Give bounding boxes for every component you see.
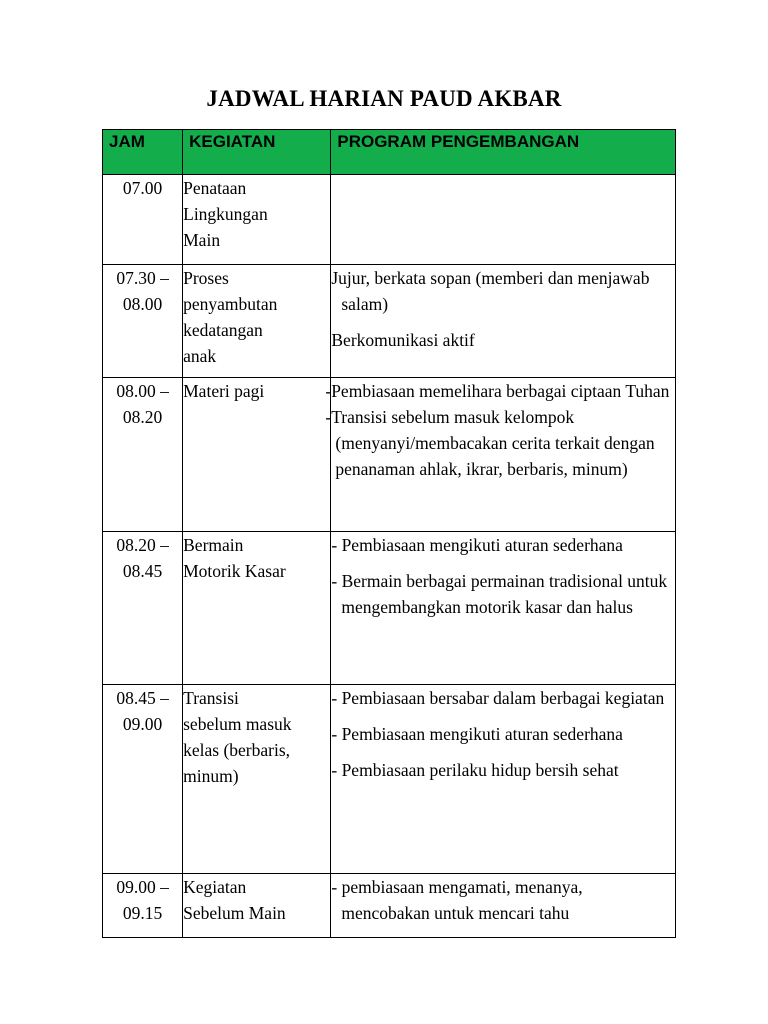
jam-cell	[103, 378, 183, 532]
table-row	[103, 532, 676, 685]
table-row	[103, 175, 676, 265]
jam-cell	[103, 532, 183, 685]
jam-text: 09.00	[122, 714, 163, 734]
kegiatan-text: Penataan	[183, 178, 247, 198]
kegiatan-cell	[183, 685, 331, 874]
kegiatan-text: anak	[183, 346, 217, 366]
program-item: -Transisi sebelum masuk kelompok (menyanyi/membacakan cerita terkait dengan penanaman ahlak, ikrar, berbaris, minum)	[325, 407, 655, 479]
kegiatan-text: Main	[183, 230, 221, 250]
program-cell	[331, 685, 676, 874]
program-item: Berkomunikasi aktif	[331, 330, 475, 350]
jam-text: 08.00 –	[116, 381, 169, 401]
kegiatan-text: sebelum masuk	[183, 714, 292, 734]
schedule-table	[102, 129, 676, 938]
table-row	[103, 874, 676, 938]
kegiatan-text: kelas (berbaris,	[183, 740, 291, 760]
kegiatan-text: penyambutan	[183, 294, 278, 314]
kegiatan-cell	[183, 532, 331, 685]
jam-cell	[103, 265, 183, 378]
kegiatan-text: Kegiatan	[183, 877, 247, 897]
header-jam: JAM	[103, 130, 183, 175]
kegiatan-text: Lingkungan	[183, 204, 268, 224]
program-cell	[331, 175, 676, 265]
kegiatan-text: Materi pagi	[183, 381, 265, 401]
jam-text: 07.30 –	[116, 268, 169, 288]
kegiatan-cell	[183, 265, 331, 378]
header-program: PROGRAM PENGEMBANGAN	[331, 130, 676, 175]
program-item: - Pembiasaan bersabar dalam berbagai kegiatan	[331, 688, 665, 708]
jam-text: 08.20 –	[116, 535, 169, 555]
kegiatan-cell	[183, 175, 331, 265]
program-item: - Pembiasaan perilaku hidup bersih sehat	[331, 760, 619, 780]
table-row	[103, 685, 676, 874]
jam-cell	[103, 874, 183, 938]
kegiatan-cell	[183, 874, 331, 938]
jam-text: 08.45	[122, 561, 163, 581]
table-row	[103, 265, 676, 378]
jam-text: 07.00	[122, 178, 163, 198]
table-row	[103, 378, 676, 532]
program-item: Jujur, berkata sopan (memberi dan menjawab salam)	[331, 268, 650, 314]
program-cell	[331, 874, 676, 938]
program-item: -Pembiasaan memelihara berbagai ciptaan Tuhan	[325, 381, 670, 401]
jam-text: 09.15	[122, 903, 163, 923]
jam-text: 08.45 –	[116, 688, 169, 708]
program-item: - Pembiasaan mengikuti aturan sederhana	[331, 724, 623, 744]
jam-text: 08.20	[122, 407, 163, 427]
header-kegiatan: KEGIATAN	[183, 130, 331, 175]
program-item: - Bermain berbagai permainan tradisional untuk mengembangkan motorik kasar dan halus	[331, 571, 668, 617]
kegiatan-text: Proses	[183, 268, 229, 288]
header-row	[103, 130, 676, 175]
program-cell	[331, 265, 676, 378]
program-item: - Pembiasaan mengikuti aturan sederhana	[331, 535, 623, 555]
jam-cell	[103, 685, 183, 874]
kegiatan-text: minum)	[183, 766, 239, 786]
jam-text: 09.00 –	[116, 877, 169, 897]
program-cell	[331, 532, 676, 685]
kegiatan-text: kedatangan	[183, 320, 263, 340]
kegiatan-cell	[183, 378, 331, 532]
page-title: JADWAL HARIAN PAUD AKBAR	[206, 86, 562, 111]
jam-text: 08.00	[122, 294, 163, 314]
jam-cell	[103, 175, 183, 265]
kegiatan-text: Sebelum Main	[183, 903, 286, 923]
kegiatan-text: Bermain	[183, 535, 244, 555]
program-cell	[325, 378, 676, 532]
kegiatan-text: Transisi	[183, 688, 239, 708]
kegiatan-text: Motorik Kasar	[183, 561, 286, 581]
program-item: - pembiasaan mengamati, menanya, mencobakan untuk mencari tahu	[331, 877, 583, 923]
